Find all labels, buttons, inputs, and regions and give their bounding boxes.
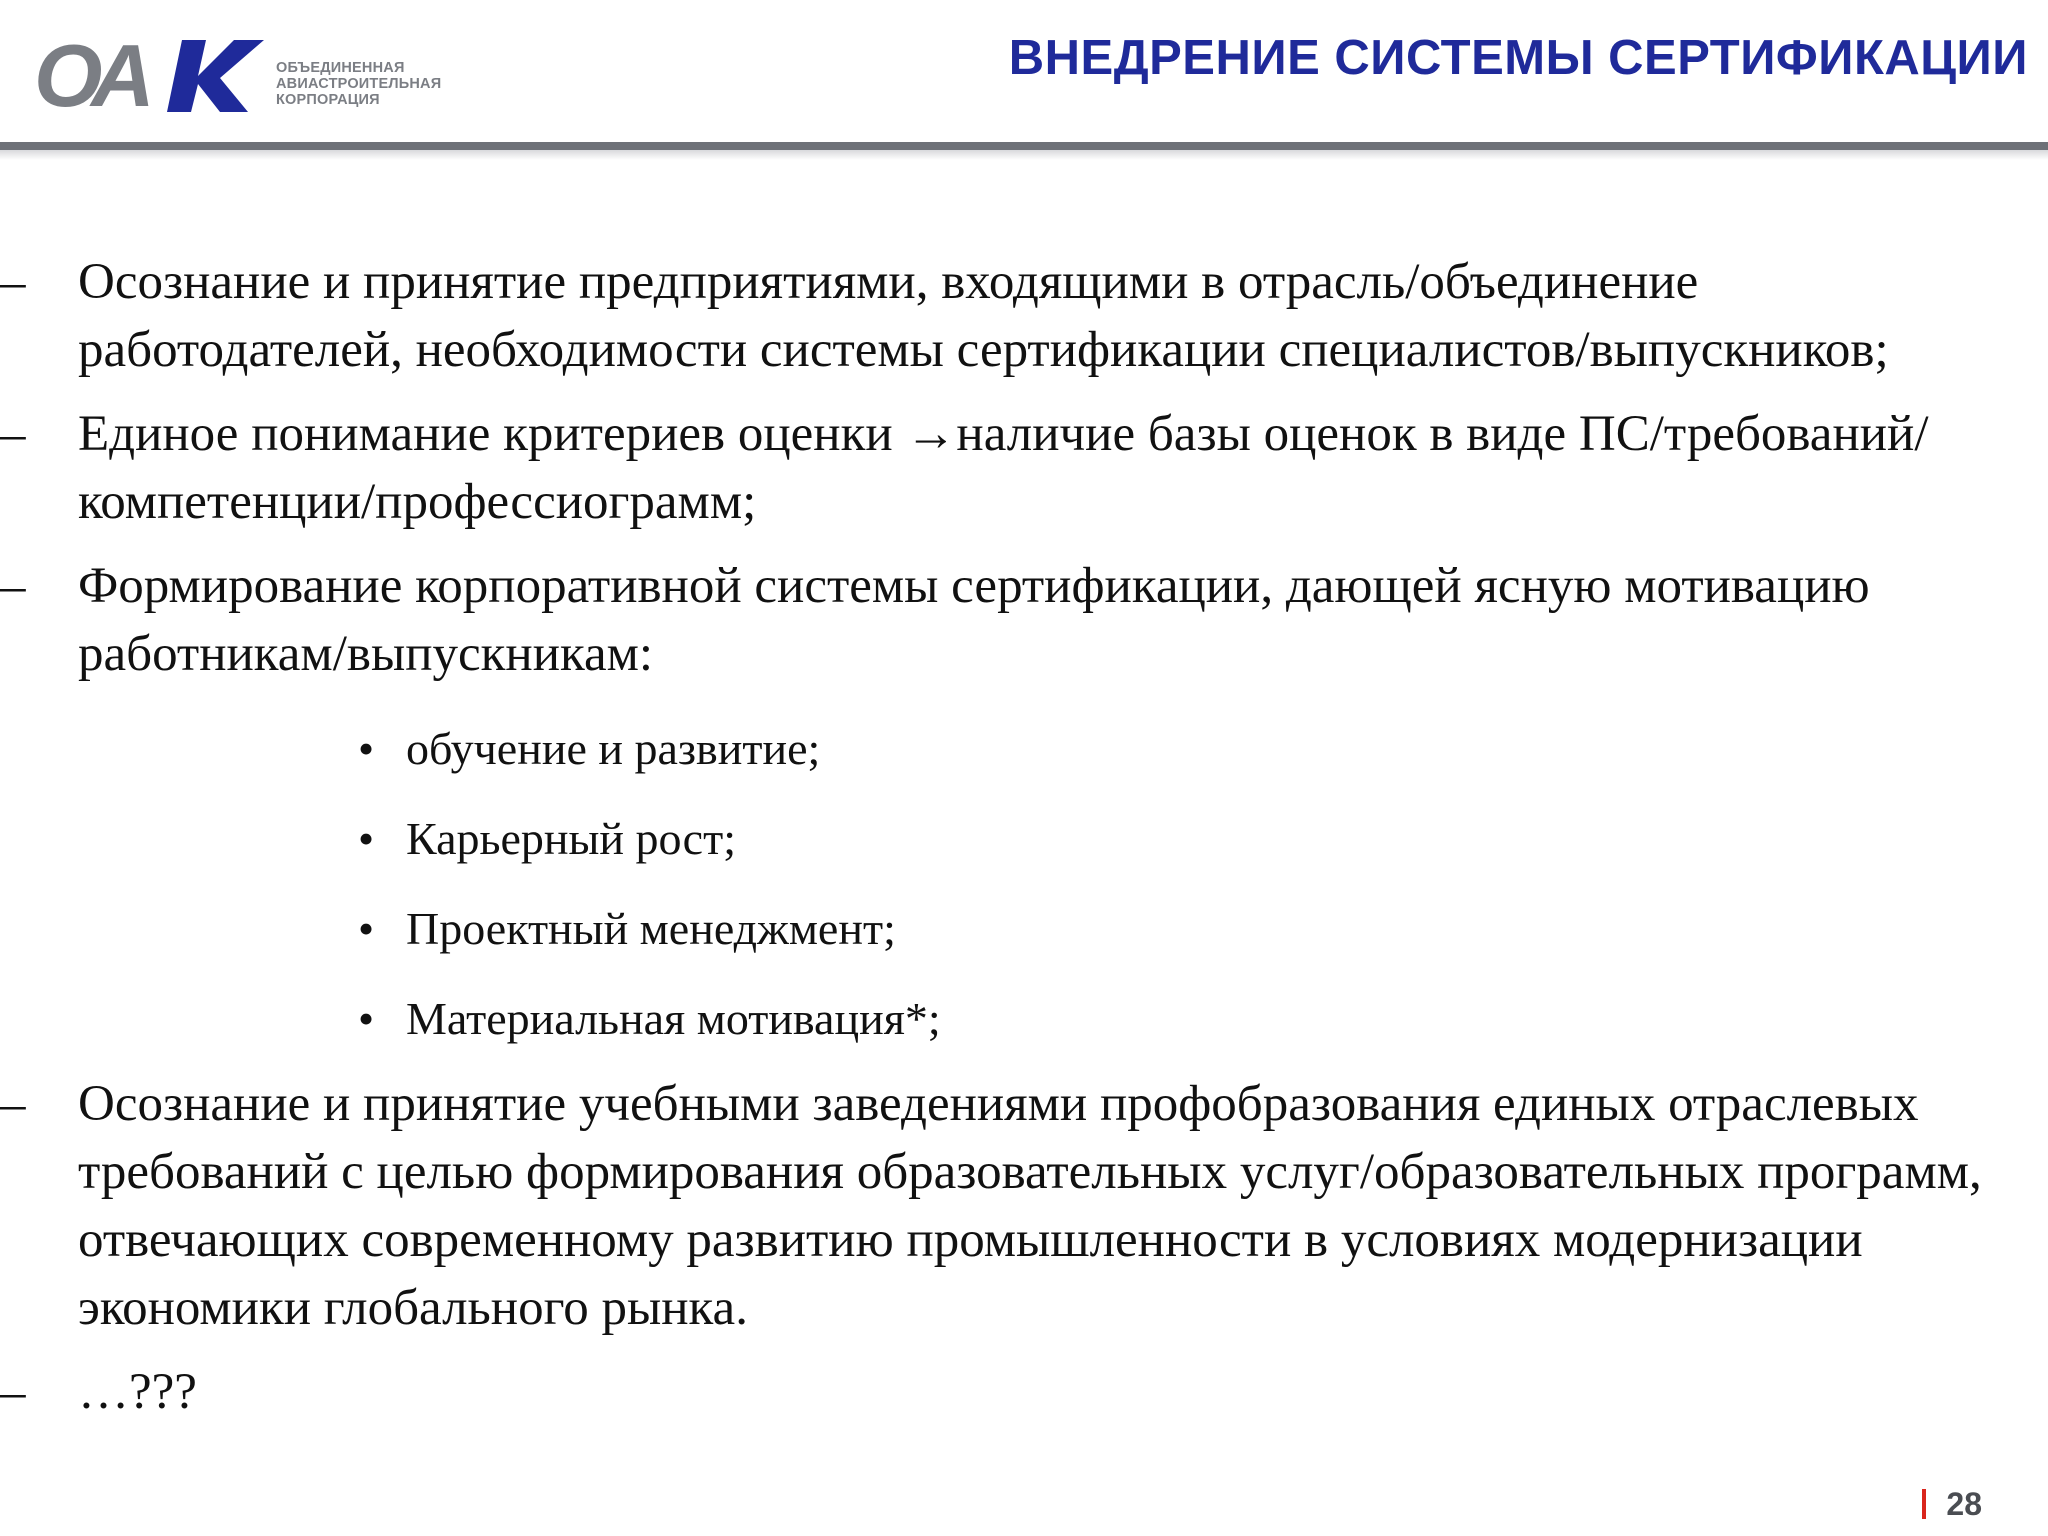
bullet-marker: • xyxy=(358,993,375,1044)
dash-marker: – xyxy=(0,1364,26,1420)
bullet-marker: • xyxy=(358,723,375,774)
dash-marker: – xyxy=(0,254,26,310)
sublist-item-text: обучение и развитие; xyxy=(406,723,821,774)
sublist-item xyxy=(358,704,2000,794)
list-item-text: …??? xyxy=(78,1364,197,1420)
list-item-text: Осознание и принятие предприятиями, входящими в отрасль/объединение работодателей, необходимости системы сертификации специалистов/выпускников; xyxy=(78,254,1889,378)
header-divider-shadow xyxy=(0,150,2048,160)
page-number-accent xyxy=(1922,1489,1926,1519)
logo-mark: ОА xyxy=(34,36,147,116)
sublist-item xyxy=(358,974,2000,1064)
list-item-text: Формирование корпоративной системы сертификации, дающей ясную мотивацию работникам/выпускникам: xyxy=(78,558,1870,682)
list-item xyxy=(0,1358,2000,1426)
list-item xyxy=(0,552,2000,688)
logo-subtitle xyxy=(276,60,441,108)
header-divider xyxy=(0,142,2048,150)
dash-marker: – xyxy=(0,1076,26,1132)
list-item xyxy=(0,1070,2000,1342)
page-title: ВНЕДРЕНИЕ СИСТЕМЫ СЕРТИФИКАЦИИ xyxy=(1008,31,2028,85)
motivation-sublist xyxy=(0,704,2000,1064)
dash-marker: – xyxy=(0,406,26,462)
bullet-marker: • xyxy=(358,903,375,954)
list-item-text: Осознание и принятие учебными заведениями профобразования единых отраслевых требований с целью формирования образовательных услуг/образовательных программ, отвечающих современному развитию промышленности в условиях модернизации экономики глобального рынка. xyxy=(78,1076,1982,1336)
page-number xyxy=(1922,1486,1982,1523)
list-item-text: Единое понимание критериев оценки →наличие базы оценок в виде ПС/требований/компетенции/профессиограмм; xyxy=(78,406,1929,530)
bullet-marker: • xyxy=(358,813,375,864)
sublist-item-text: Материальная мотивация*; xyxy=(406,993,941,1044)
page-number-text: 28 xyxy=(1946,1486,1982,1522)
header xyxy=(0,0,2048,142)
dash-marker: – xyxy=(0,558,26,614)
slide-body xyxy=(0,248,2000,1442)
sublist-item xyxy=(358,794,2000,884)
logo-subtitle-line: АВИАСТРОИТЕЛЬНАЯ xyxy=(276,76,442,92)
sublist-item-text: Карьерный рост; xyxy=(406,813,736,864)
logo-k-shape xyxy=(167,40,264,112)
list-item xyxy=(0,248,2000,384)
sublist-item-text: Проектный менеджмент; xyxy=(406,903,896,954)
logo-subtitle-line: КОРПОРАЦИЯ xyxy=(276,92,380,108)
sublist-item xyxy=(358,884,2000,974)
list-item xyxy=(0,400,2000,536)
logo-subtitle-line: ОБЪЕДИНЕННАЯ xyxy=(276,60,405,76)
